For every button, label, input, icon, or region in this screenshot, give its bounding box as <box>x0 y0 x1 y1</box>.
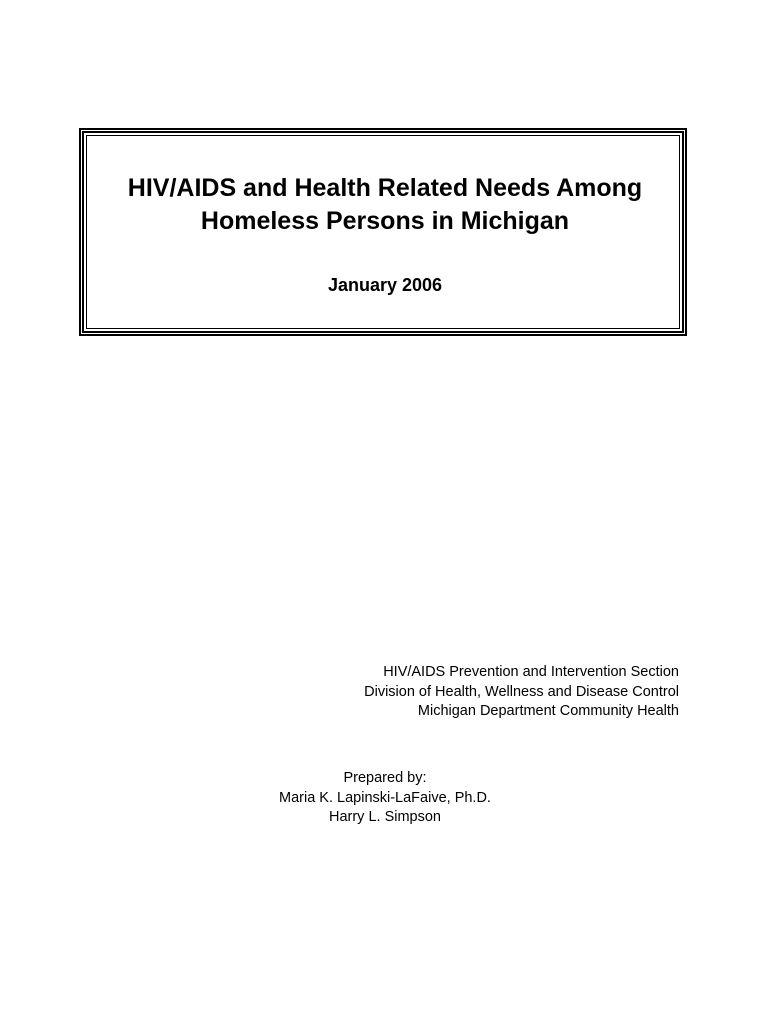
document-title-line-1: HIV/AIDS and Health Related Needs Among <box>127 174 643 202</box>
organization-section: HIV/AIDS Prevention and Intervention Section <box>383 664 679 680</box>
organization-department: Michigan Department Community Health <box>417 703 679 719</box>
author-1: Maria K. Lapinski-LaFaive, Ph.D. <box>279 789 491 806</box>
author-2: Harry L. Simpson <box>328 809 441 825</box>
document-title-line-2: Homeless Persons in Michigan <box>200 207 570 235</box>
publication-date: January 2006 <box>327 275 443 295</box>
organization-block <box>364 663 679 722</box>
prepared-by-label: Prepared by: <box>343 770 427 786</box>
prepared-by-block <box>270 769 500 828</box>
organization-division: Division of Health, Wellness and Disease Control <box>364 683 679 700</box>
